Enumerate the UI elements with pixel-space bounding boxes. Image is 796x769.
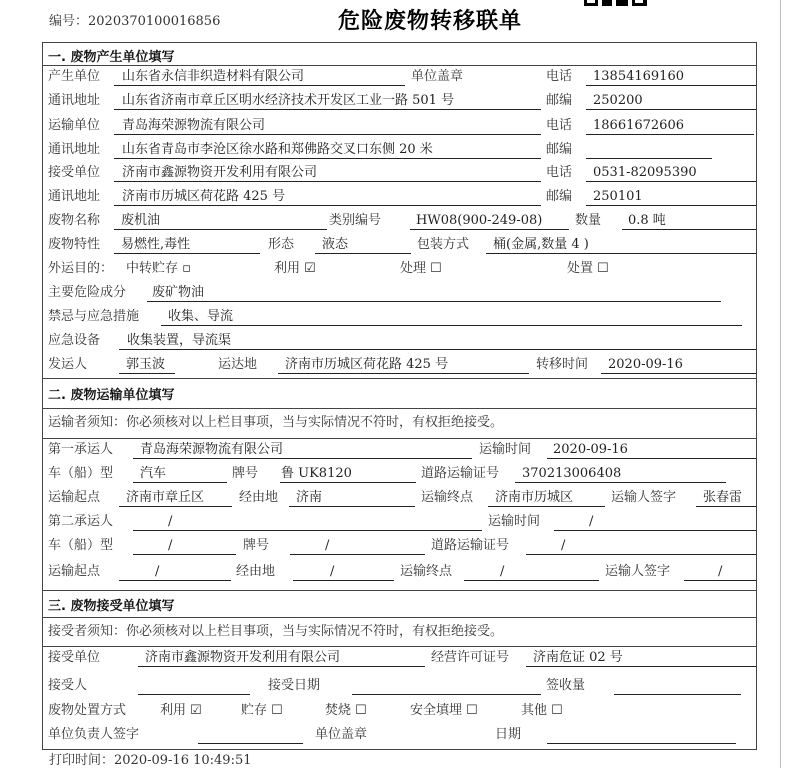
second-sign-field-underline (684, 580, 756, 581)
category-field-underline (410, 229, 569, 230)
divider (42, 408, 756, 409)
first-carrier-field-underline (133, 458, 472, 459)
transport-time-label: 运输时间 (488, 514, 541, 529)
received-amount-field-underline (614, 694, 741, 695)
second-vehicle-field[interactable]: / (168, 538, 173, 553)
second-vehicle-field-underline (133, 554, 236, 555)
purpose-utilization-checkbox[interactable]: 利用 ☑ (274, 261, 316, 276)
first-sign-field-underline (696, 506, 756, 507)
carrier-zip-field-underline (586, 158, 712, 159)
first-vehicle-field-underline (133, 482, 227, 483)
second-start-field-underline (119, 580, 231, 581)
taboo-label: 禁忌与应急措施 (48, 309, 140, 324)
seal-label: 单位盖章 (315, 727, 368, 742)
transfer-date-field[interactable]: 2020-09-16 (608, 357, 683, 372)
second-end-field-underline (464, 580, 599, 581)
receiver-zip-field[interactable]: 250101 (593, 189, 643, 204)
carrier-phone-field[interactable]: 18661672606 (593, 118, 684, 133)
vehicle-label: 车（船）型 (48, 466, 114, 481)
producer-field-underline (114, 85, 405, 86)
waste-name-field-underline (114, 229, 327, 230)
property-label: 废物特性 (48, 237, 101, 252)
address-label: 通讯地址 (48, 189, 101, 204)
address-label: 通讯地址 (48, 142, 101, 157)
method-other-checkbox[interactable]: 其他 ☐ (521, 703, 563, 718)
receiver-phone-field-underline (586, 181, 756, 182)
end-label: 运输终点 (421, 490, 474, 505)
receiving-unit-field-underline (138, 666, 425, 667)
first-plate-field[interactable]: 鲁 UK8120 (281, 466, 352, 481)
carrier-address-field[interactable]: 山东省青岛市李沧区徐水路和郑佛路交叉口东侧 20 米 (122, 142, 433, 157)
receiver-address-field[interactable]: 济南市历城区荷花路 425 号 (122, 189, 286, 204)
purpose-disposal-checkbox[interactable]: 处置 ☐ (567, 261, 609, 276)
second-permit-field-underline (526, 554, 756, 555)
second-carrier-label: 第二承运人 (48, 514, 114, 529)
permit-label: 道路运输证号 (431, 538, 510, 553)
page-edge (780, 0, 781, 768)
phone-label: 电话 (546, 165, 573, 180)
transfer-date-label: 转移时间 (536, 357, 589, 372)
equipment-field-underline (119, 349, 756, 350)
print-time-label: 打印时间： (49, 753, 115, 768)
plate-label: 牌号 (243, 538, 270, 553)
carrier-field[interactable]: 青岛海荣源物流有限公司 (122, 118, 266, 133)
producer-phone-field[interactable]: 13854169160 (593, 69, 684, 84)
producer-field[interactable]: 山东省永信非织造材料有限公司 (122, 69, 305, 84)
category-label: 类别编号 (329, 213, 382, 228)
divider (42, 438, 756, 439)
quantity-field-underline (622, 229, 756, 230)
destination-field[interactable]: 济南市历城区荷花路 425 号 (285, 357, 449, 372)
second-carrier-field-underline (133, 530, 482, 531)
second-permit-field[interactable]: / (561, 538, 566, 553)
second-via-field[interactable]: / (330, 564, 335, 579)
second-transport-time-field[interactable]: / (589, 514, 594, 529)
receive-date-field-underline (352, 694, 541, 695)
carrier-sign-label: 运输人签字 (605, 564, 671, 579)
first-via-field[interactable]: 济南 (296, 490, 323, 505)
producer-zip-field-underline (586, 109, 756, 110)
first-sign-field[interactable]: 张春雷 (703, 490, 743, 505)
seal-label: 单位盖章 (411, 69, 464, 84)
start-label: 运输起点 (48, 490, 101, 505)
packaging-label: 包装方式 (417, 237, 470, 252)
phone-label: 电话 (546, 69, 573, 84)
qr-code-fragment (584, 0, 647, 6)
serial-value: 2020370100016856 (88, 14, 221, 29)
first-permit-field[interactable]: 370213006408 (522, 466, 622, 481)
receiver-field[interactable]: 济南市鑫源物资开发利用有限公司 (122, 165, 318, 180)
form-label: 形态 (268, 237, 295, 252)
first-carrier-label: 第一承运人 (48, 442, 114, 457)
section-3-title: 三. 废物接受单位填写 (48, 599, 175, 614)
license-label: 经营许可证号 (431, 650, 510, 665)
phone-label: 电话 (546, 118, 573, 133)
destination-field-underline (278, 373, 529, 374)
first-plate-field-underline (280, 482, 416, 483)
waste-name-field[interactable]: 废机油 (121, 213, 161, 228)
divider (42, 646, 756, 647)
first-start-field-underline (119, 506, 232, 507)
quantity-field[interactable]: 0.8 吨 (628, 213, 666, 228)
receiver-notice: 接受者须知：你必须核对以上栏目事项，当与实际情况不符时，有权拒绝接受。 (48, 624, 504, 639)
form-field-underline (315, 253, 411, 254)
carrier-sign-label: 运输人签字 (611, 490, 677, 505)
via-label: 经由地 (236, 564, 276, 579)
plate-label: 牌号 (232, 466, 259, 481)
destination-label: 运达地 (218, 357, 258, 372)
first-carrier-field[interactable]: 青岛海荣源物流有限公司 (140, 442, 284, 457)
shipper-label: 发运人 (48, 357, 88, 372)
category-field[interactable]: HW08(900-249-08) (416, 213, 543, 228)
license-field-underline (526, 666, 756, 667)
carrier-label: 运输单位 (48, 118, 101, 133)
form-field[interactable]: 液态 (322, 237, 349, 252)
second-via-field-underline (293, 580, 394, 581)
zip-label: 邮编 (546, 142, 573, 157)
second-start-field[interactable]: / (155, 564, 160, 579)
start-label: 运输起点 (48, 564, 101, 579)
hazard-field[interactable]: 废矿物油 (152, 285, 205, 300)
permit-label: 道路运输证号 (421, 466, 500, 481)
carrier-notice: 运输者须知：你必须核对以上栏目事项，当与实际情况不符时，有权拒绝接受。 (48, 415, 504, 430)
receiving-unit-label: 接受单位 (48, 650, 101, 665)
sign-date-label: 日期 (495, 727, 522, 742)
disposal-method-label: 废物处置方式 (48, 703, 127, 718)
carrier-phone-field-underline (586, 134, 754, 135)
packaging-field-underline (486, 253, 756, 254)
producer-label: 产生单位 (48, 69, 101, 84)
equipment-label: 应急设备 (48, 333, 101, 348)
serial-number (49, 14, 220, 30)
section-2-title: 二. 废物运输单位填写 (48, 388, 175, 403)
page-title: 危险废物转移联单 (338, 9, 523, 34)
second-sign-field[interactable]: / (718, 564, 723, 579)
shipper-field[interactable]: 郭玉波 (126, 357, 166, 372)
head-sign-field-underline (198, 743, 303, 744)
head-sign-label: 单位负责人签字 (48, 727, 140, 742)
waste-name-label: 废物名称 (48, 213, 101, 228)
method-storage-checkbox[interactable]: 贮存 ☐ (241, 703, 283, 718)
producer-zip-field[interactable]: 250200 (593, 93, 643, 108)
property-field-underline (114, 253, 260, 254)
receiving-unit-field[interactable]: 济南市鑫源物资开发利用有限公司 (145, 650, 341, 665)
receiver-zip-field-underline (586, 205, 756, 206)
first-end-field[interactable]: 济南市历城区 (495, 490, 574, 505)
equipment-field[interactable]: 收集装置，导流渠 (127, 333, 232, 348)
first-vehicle-field[interactable]: 汽车 (140, 466, 167, 481)
hazard-field-underline (147, 301, 721, 302)
receiver-person-label: 接受人 (48, 678, 88, 693)
first-transport-time-field-underline (547, 458, 756, 459)
purpose-transfer-storage-checkbox[interactable]: 中转贮存 ▫ (126, 261, 191, 276)
end-label: 运输终点 (400, 564, 453, 579)
license-field[interactable]: 济南危证 02 号 (533, 650, 623, 665)
transfer-date-field-underline (601, 373, 756, 374)
hazard-label: 主要危险成分 (48, 285, 127, 300)
method-landfill-checkbox[interactable]: 安全填埋 ☐ (410, 703, 478, 718)
carrier-field-underline (114, 134, 541, 135)
divider (42, 617, 756, 618)
divider (42, 378, 756, 379)
transport-time-label: 运输时间 (479, 442, 532, 457)
receiver-label: 接受单位 (48, 165, 101, 180)
divider (42, 65, 756, 66)
received-amount-label: 签收量 (546, 678, 586, 693)
second-transport-time-field-underline (554, 530, 756, 531)
shipper-field-underline (119, 373, 175, 374)
purpose-treatment-checkbox[interactable]: 处理 ☐ (400, 261, 442, 276)
producer-phone-field-underline (586, 85, 756, 86)
quantity-label: 数量 (575, 213, 602, 228)
packaging-field[interactable]: 桶(金属,数量 4 ) (493, 237, 589, 252)
first-end-field-underline (488, 506, 605, 507)
receiver-field-underline (114, 181, 541, 182)
second-end-field[interactable]: / (500, 564, 505, 579)
second-plate-field[interactable]: / (325, 538, 330, 553)
carrier-address-field-underline (114, 158, 541, 159)
first-via-field-underline (289, 506, 415, 507)
zip-label: 邮编 (546, 189, 573, 204)
sign-date-field-underline (547, 743, 736, 744)
receiver-address-field-underline (114, 205, 541, 206)
taboo-field[interactable]: 收集、导流 (168, 309, 234, 324)
zip-label: 邮编 (546, 93, 573, 108)
vehicle-label: 车（船）型 (48, 538, 114, 553)
second-plate-field-underline (290, 554, 425, 555)
print-time-value: 2020-09-16 10:49:51 (114, 753, 252, 768)
producer-address-field[interactable]: 山东省济南市章丘区明水经济技术开发区工业一路 501 号 (122, 93, 455, 108)
method-utilization-checkbox[interactable]: 利用 ☑ (160, 703, 202, 718)
address-label: 通讯地址 (48, 93, 101, 108)
second-carrier-field[interactable]: / (168, 514, 173, 529)
taboo-field-underline (161, 325, 742, 326)
first-permit-field-underline (515, 482, 726, 483)
receiver-phone-field[interactable]: 0531-82095390 (593, 165, 697, 180)
method-incineration-checkbox[interactable]: 焚烧 ☐ (325, 703, 367, 718)
producer-address-field-underline (114, 109, 541, 110)
receiver-person-field-underline (138, 694, 250, 695)
purpose-label: 外运目的： (48, 261, 114, 276)
first-transport-time-field[interactable]: 2020-09-16 (553, 442, 628, 457)
serial-label: 编号： (49, 14, 89, 29)
via-label: 经由地 (239, 490, 279, 505)
property-field[interactable]: 易燃性,毒性 (121, 237, 191, 252)
first-start-field[interactable]: 济南市章丘区 (126, 490, 205, 505)
print-time (49, 753, 252, 769)
divider (42, 590, 756, 591)
section-1-title: 一. 废物产生单位填写 (48, 50, 175, 65)
receive-date-label: 接受日期 (268, 678, 321, 693)
